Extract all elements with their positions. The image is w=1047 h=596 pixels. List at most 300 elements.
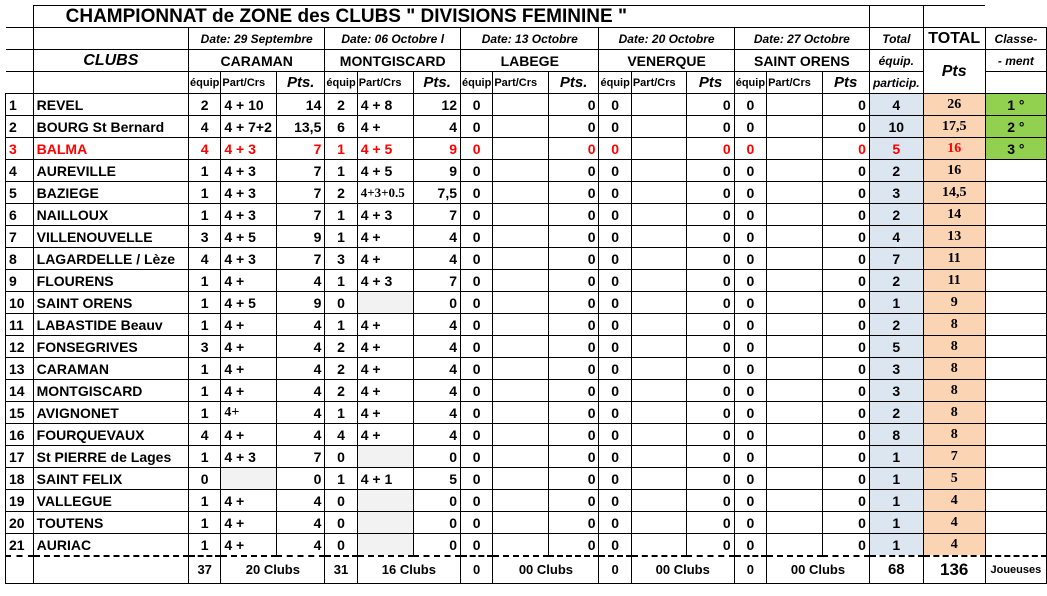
total-equip: 4 — [869, 226, 923, 248]
row-number: 15 — [6, 402, 34, 424]
round-pts: 0 — [548, 292, 599, 314]
round-pts: 0 — [414, 534, 461, 557]
round-pts: 9 — [414, 138, 461, 160]
classement-header-2: - ment — [985, 50, 1046, 72]
round-equip: 0 — [599, 116, 631, 138]
round-pts: 0 — [822, 468, 869, 490]
total-pts: 14,5 — [923, 182, 985, 204]
round-part — [767, 292, 822, 314]
total-equip: 2 — [869, 204, 923, 226]
round-pts: 0 — [687, 270, 734, 292]
round-part — [493, 512, 548, 534]
table-row — [6, 336, 1047, 358]
rank-cell: 3 ° — [985, 138, 1046, 160]
row-number: 14 — [6, 380, 34, 402]
round-equip: 0 — [734, 248, 766, 270]
total-pts: 8 — [923, 358, 985, 380]
total-pts: 8 — [923, 402, 985, 424]
total-equip: 1 — [869, 468, 923, 490]
round-equip: 0 — [734, 226, 766, 248]
total-pts: 16 — [923, 160, 985, 182]
footer-equip: 0 — [599, 556, 631, 584]
round-pts: 0 — [687, 248, 734, 270]
round-equip: 6 — [325, 116, 357, 138]
round-pts: 4 — [277, 534, 325, 557]
round-equip: 0 — [599, 138, 631, 160]
round-part: 4 + — [357, 314, 414, 336]
round-pts: 0 — [822, 138, 869, 160]
rank-cell: 2 ° — [985, 116, 1046, 138]
round-pts: 4 — [414, 116, 461, 138]
total-equip: 10 — [869, 116, 923, 138]
round-pts: 0 — [822, 358, 869, 380]
club-name: VILLENOUVELLE — [33, 226, 188, 248]
empty-cell — [6, 556, 34, 584]
total-pts: 14 — [923, 204, 985, 226]
rank-cell — [985, 490, 1046, 512]
round-pts: 0 — [822, 336, 869, 358]
round-part — [631, 490, 686, 512]
particip-header: particip. — [869, 72, 923, 94]
round-equip: 0 — [461, 490, 493, 512]
round-part — [221, 468, 277, 490]
round-equip: 0 — [599, 292, 631, 314]
club-name: LABASTIDE Beauv — [33, 314, 188, 336]
club-name: CARAMAN — [33, 358, 188, 380]
round-part — [493, 270, 548, 292]
footer-clubs: 00 Clubs — [493, 556, 599, 584]
table-row — [6, 380, 1047, 402]
round-pts: 0 — [687, 138, 734, 160]
round-part — [767, 512, 822, 534]
round-date: Date: 06 Octobre l — [325, 28, 461, 50]
round-part: 4+3+0.5 — [357, 182, 414, 204]
round-part: 4+ — [221, 402, 277, 424]
rank-cell — [985, 292, 1046, 314]
round-part: 4 + — [221, 270, 277, 292]
round-pts: 0 — [548, 138, 599, 160]
footer-clubs: 20 Clubs — [221, 556, 325, 584]
round-pts: 0 — [687, 292, 734, 314]
footer-joueuses: Joueuses — [985, 556, 1046, 584]
club-name: SAINT ORENS — [33, 292, 188, 314]
round-part — [767, 270, 822, 292]
row-number: 17 — [6, 446, 34, 468]
round-pts: 0 — [548, 160, 599, 182]
round-part — [631, 512, 686, 534]
round-equip: 0 — [734, 94, 766, 116]
total-pts: 8 — [923, 336, 985, 358]
round-date: Date: 27 Octobre — [734, 28, 869, 50]
round-part — [767, 138, 822, 160]
round-pts: 4 — [277, 490, 325, 512]
total-equip: 1 — [869, 512, 923, 534]
club-name: St PIERRE de Lages — [33, 446, 188, 468]
round-equip: 0 — [461, 182, 493, 204]
round-equip: 0 — [734, 138, 766, 160]
round-equip: 0 — [461, 468, 493, 490]
footer-clubs: 00 Clubs — [767, 556, 870, 584]
round-pts: 0 — [822, 270, 869, 292]
rank-cell — [985, 512, 1046, 534]
round-equip: 0 — [599, 94, 631, 116]
row-number: 11 — [6, 314, 34, 336]
round-pts: 9 — [277, 226, 325, 248]
club-name: NAILLOUX — [33, 204, 188, 226]
round-part — [631, 336, 686, 358]
round-equip: 1 — [189, 446, 221, 468]
round-pts: 7 — [414, 270, 461, 292]
round-pts-header: Pts. — [277, 72, 325, 94]
table-row — [6, 314, 1047, 336]
club-name: BAZIEGE — [33, 182, 188, 204]
standings-table — [5, 5, 1047, 584]
round-pts: 4 — [414, 424, 461, 446]
table-row — [6, 512, 1047, 534]
round-pts: 0 — [822, 512, 869, 534]
total-pts: 9 — [923, 292, 985, 314]
round-part — [767, 94, 822, 116]
row-number: 2 — [6, 116, 34, 138]
round-part: 4 + 5 — [221, 292, 277, 314]
row-number: 8 — [6, 248, 34, 270]
round-part: 4 + — [221, 336, 277, 358]
total-pts: 4 — [923, 534, 985, 557]
row-number: 7 — [6, 226, 34, 248]
sub-equip-header: équip — [461, 72, 493, 94]
round-pts: 0 — [822, 534, 869, 557]
round-pts-header: Pts. — [548, 72, 599, 94]
round-pts: 0 — [687, 204, 734, 226]
round-part — [631, 160, 686, 182]
rank-cell — [985, 446, 1046, 468]
club-name: AVIGNONET — [33, 402, 188, 424]
round-part — [493, 292, 548, 314]
row-number: 10 — [6, 292, 34, 314]
round-pts: 0 — [822, 314, 869, 336]
footer-clubs: 16 Clubs — [357, 556, 460, 584]
round-part — [631, 358, 686, 380]
round-equip: 0 — [599, 534, 631, 557]
total-pts: 11 — [923, 270, 985, 292]
rank-cell: 1 ° — [985, 94, 1046, 116]
round-pts: 0 — [822, 292, 869, 314]
round-equip: 0 — [599, 358, 631, 380]
round-venue: CARAMAN — [189, 50, 325, 72]
round-pts: 7 — [277, 204, 325, 226]
round-pts: 7 — [277, 446, 325, 468]
round-equip: 2 — [325, 336, 357, 358]
round-pts: 4 — [414, 358, 461, 380]
round-part: 4 + 5 — [357, 138, 414, 160]
totals-row — [6, 556, 1047, 584]
round-pts: 7 — [277, 182, 325, 204]
total-pts: 13 — [923, 226, 985, 248]
rank-cell — [985, 248, 1046, 270]
round-equip: 0 — [734, 182, 766, 204]
round-pts: 0 — [822, 204, 869, 226]
round-part: 4 + 3 — [221, 182, 277, 204]
round-equip: 0 — [599, 226, 631, 248]
round-equip: 0 — [461, 446, 493, 468]
round-equip: 1 — [189, 358, 221, 380]
round-part: 4 + — [357, 226, 414, 248]
table-row — [6, 468, 1047, 490]
round-part — [357, 534, 414, 557]
round-equip: 0 — [734, 402, 766, 424]
round-pts: 0 — [548, 534, 599, 557]
round-part — [631, 226, 686, 248]
round-date: Date: 29 Septembre — [189, 28, 325, 50]
round-equip: 0 — [734, 380, 766, 402]
round-part: 4 + 3 — [221, 138, 277, 160]
round-equip: 0 — [189, 468, 221, 490]
total-pts-header: TOTAL — [923, 28, 985, 50]
round-equip: 0 — [461, 204, 493, 226]
round-equip: 0 — [599, 490, 631, 512]
round-part — [631, 468, 686, 490]
round-equip: 1 — [325, 160, 357, 182]
total-pts: 26 — [923, 94, 985, 116]
table-row — [6, 204, 1047, 226]
round-part — [493, 468, 548, 490]
round-part: 4 + — [221, 424, 277, 446]
round-part — [631, 446, 686, 468]
round-part: 4 + — [357, 336, 414, 358]
round-part — [631, 270, 686, 292]
round-equip: 0 — [599, 402, 631, 424]
sub-equip-header: équip — [734, 72, 766, 94]
round-equip: 0 — [734, 512, 766, 534]
footer-equip: 31 — [325, 556, 357, 584]
round-pts: 0 — [548, 446, 599, 468]
round-pts: 0 — [687, 402, 734, 424]
round-part — [767, 314, 822, 336]
round-equip: 4 — [189, 424, 221, 446]
round-part — [493, 402, 548, 424]
round-pts: 0 — [687, 116, 734, 138]
round-pts: 0 — [548, 182, 599, 204]
round-part — [493, 358, 548, 380]
total-header: Total — [869, 28, 923, 50]
round-equip: 0 — [599, 446, 631, 468]
round-pts: 5 — [414, 468, 461, 490]
round-equip: 1 — [189, 204, 221, 226]
total-equip: 1 — [869, 534, 923, 557]
round-equip: 2 — [189, 94, 221, 116]
total-equip: 2 — [869, 270, 923, 292]
round-part — [631, 380, 686, 402]
table-row — [6, 490, 1047, 512]
total-pts: 8 — [923, 314, 985, 336]
total-equip: 7 — [869, 248, 923, 270]
round-pts: 0 — [414, 292, 461, 314]
round-equip: 0 — [325, 534, 357, 557]
round-pts: 0 — [687, 534, 734, 557]
round-part — [493, 116, 548, 138]
total-pts: 7 — [923, 446, 985, 468]
round-venue: VENERQUE — [599, 50, 734, 72]
round-part — [493, 182, 548, 204]
table-row — [6, 94, 1047, 116]
sub-part-header: Part/Crs — [221, 72, 277, 94]
total-equip: 1 — [869, 292, 923, 314]
table-row — [6, 160, 1047, 182]
round-equip: 0 — [461, 336, 493, 358]
sub-part-header: Part/Crs — [493, 72, 548, 94]
total-pts: 11 — [923, 248, 985, 270]
round-pts: 4 — [277, 512, 325, 534]
round-equip: 0 — [734, 314, 766, 336]
total-equip: 3 — [869, 182, 923, 204]
row-number: 20 — [6, 512, 34, 534]
rank-cell — [985, 534, 1046, 557]
round-equip: 0 — [599, 512, 631, 534]
round-date: Date: 13 Octobre — [461, 28, 599, 50]
round-pts: 0 — [687, 358, 734, 380]
sub-part-header: Part/Crs — [767, 72, 822, 94]
round-equip: 0 — [461, 160, 493, 182]
round-pts: 0 — [822, 446, 869, 468]
rank-cell — [985, 182, 1046, 204]
row-number: 18 — [6, 468, 34, 490]
club-name: REVEL — [33, 94, 188, 116]
round-part: 4 + — [221, 380, 277, 402]
round-equip: 1 — [189, 292, 221, 314]
round-pts: 0 — [277, 468, 325, 490]
row-number: 21 — [6, 534, 34, 557]
rank-cell — [985, 358, 1046, 380]
empty-cell — [985, 72, 1046, 94]
round-pts: 7 — [277, 160, 325, 182]
round-pts: 0 — [548, 380, 599, 402]
round-pts: 4 — [277, 358, 325, 380]
round-equip: 1 — [325, 314, 357, 336]
round-part — [631, 204, 686, 226]
rank-cell — [985, 314, 1046, 336]
club-name: VALLEGUE — [33, 490, 188, 512]
round-equip: 1 — [189, 512, 221, 534]
round-pts: 0 — [687, 446, 734, 468]
round-part — [357, 490, 414, 512]
round-equip: 0 — [599, 270, 631, 292]
round-pts: 4 — [277, 380, 325, 402]
row-number: 6 — [6, 204, 34, 226]
round-part: 4 + — [221, 314, 277, 336]
table-row — [6, 358, 1047, 380]
row-number: 19 — [6, 490, 34, 512]
round-pts: 7 — [277, 248, 325, 270]
round-part — [767, 380, 822, 402]
round-equip: 0 — [325, 490, 357, 512]
round-pts: 0 — [822, 248, 869, 270]
round-pts: 4 — [414, 248, 461, 270]
round-part — [767, 468, 822, 490]
round-pts: 14 — [277, 94, 325, 116]
round-venue: LABEGE — [461, 50, 599, 72]
round-pts: 0 — [548, 314, 599, 336]
table-row — [6, 292, 1047, 314]
round-equip: 0 — [734, 424, 766, 446]
round-equip: 1 — [189, 490, 221, 512]
round-pts: 0 — [822, 424, 869, 446]
round-equip: 0 — [461, 292, 493, 314]
round-pts: 4 — [414, 314, 461, 336]
table-row — [6, 534, 1047, 557]
classement-header: Classe- — [985, 28, 1046, 50]
round-pts: 0 — [822, 94, 869, 116]
total-equip: 2 — [869, 402, 923, 424]
round-equip: 4 — [189, 116, 221, 138]
round-pts: 0 — [548, 424, 599, 446]
round-equip: 0 — [461, 534, 493, 557]
footer-total-pts: 136 — [923, 556, 985, 584]
round-equip: 0 — [461, 116, 493, 138]
table-row — [6, 402, 1047, 424]
rank-cell — [985, 226, 1046, 248]
round-part — [493, 446, 548, 468]
round-pts: 4 — [277, 336, 325, 358]
round-part — [631, 116, 686, 138]
round-equip: 0 — [599, 182, 631, 204]
table-row — [6, 270, 1047, 292]
round-pts: 4 — [414, 402, 461, 424]
round-equip: 1 — [189, 270, 221, 292]
row-number: 3 — [6, 138, 34, 160]
round-part — [767, 358, 822, 380]
total-equip: 2 — [869, 160, 923, 182]
rank-cell — [985, 270, 1046, 292]
club-name: LAGARDELLE / Lèze — [33, 248, 188, 270]
round-pts: 0 — [414, 512, 461, 534]
round-equip: 1 — [325, 402, 357, 424]
round-equip: 0 — [461, 226, 493, 248]
round-part: 4 + 3 — [221, 204, 277, 226]
round-pts: 4 — [277, 424, 325, 446]
club-name: FLOURENS — [33, 270, 188, 292]
round-part: 4 + — [357, 380, 414, 402]
round-pts: 9 — [277, 292, 325, 314]
round-part — [357, 446, 414, 468]
round-equip: 0 — [734, 358, 766, 380]
round-part — [767, 446, 822, 468]
round-pts: 0 — [822, 402, 869, 424]
round-part: 4 + 3 — [221, 160, 277, 182]
round-pts: 13,5 — [277, 116, 325, 138]
round-part: 4 + — [357, 358, 414, 380]
round-pts: 4 — [414, 226, 461, 248]
rank-cell — [985, 424, 1046, 446]
total-equip: 3 — [869, 358, 923, 380]
round-pts-header: Pts — [687, 72, 734, 94]
round-pts: 0 — [414, 446, 461, 468]
round-pts: 0 — [548, 336, 599, 358]
total-pts: 17,5 — [923, 116, 985, 138]
clubs-header: CLUBS — [33, 50, 188, 72]
total-equip: 5 — [869, 138, 923, 160]
round-date: Date: 20 Octobre — [599, 28, 734, 50]
rank-cell — [985, 336, 1046, 358]
club-name: AUREVILLE — [33, 160, 188, 182]
round-equip: 0 — [734, 446, 766, 468]
round-part: 4 + — [221, 534, 277, 557]
pts-header: Pts — [923, 50, 985, 94]
round-equip: 1 — [325, 226, 357, 248]
round-pts: 4 — [277, 270, 325, 292]
club-name: MONTGISCARD — [33, 380, 188, 402]
round-part — [357, 512, 414, 534]
round-equip: 2 — [325, 358, 357, 380]
